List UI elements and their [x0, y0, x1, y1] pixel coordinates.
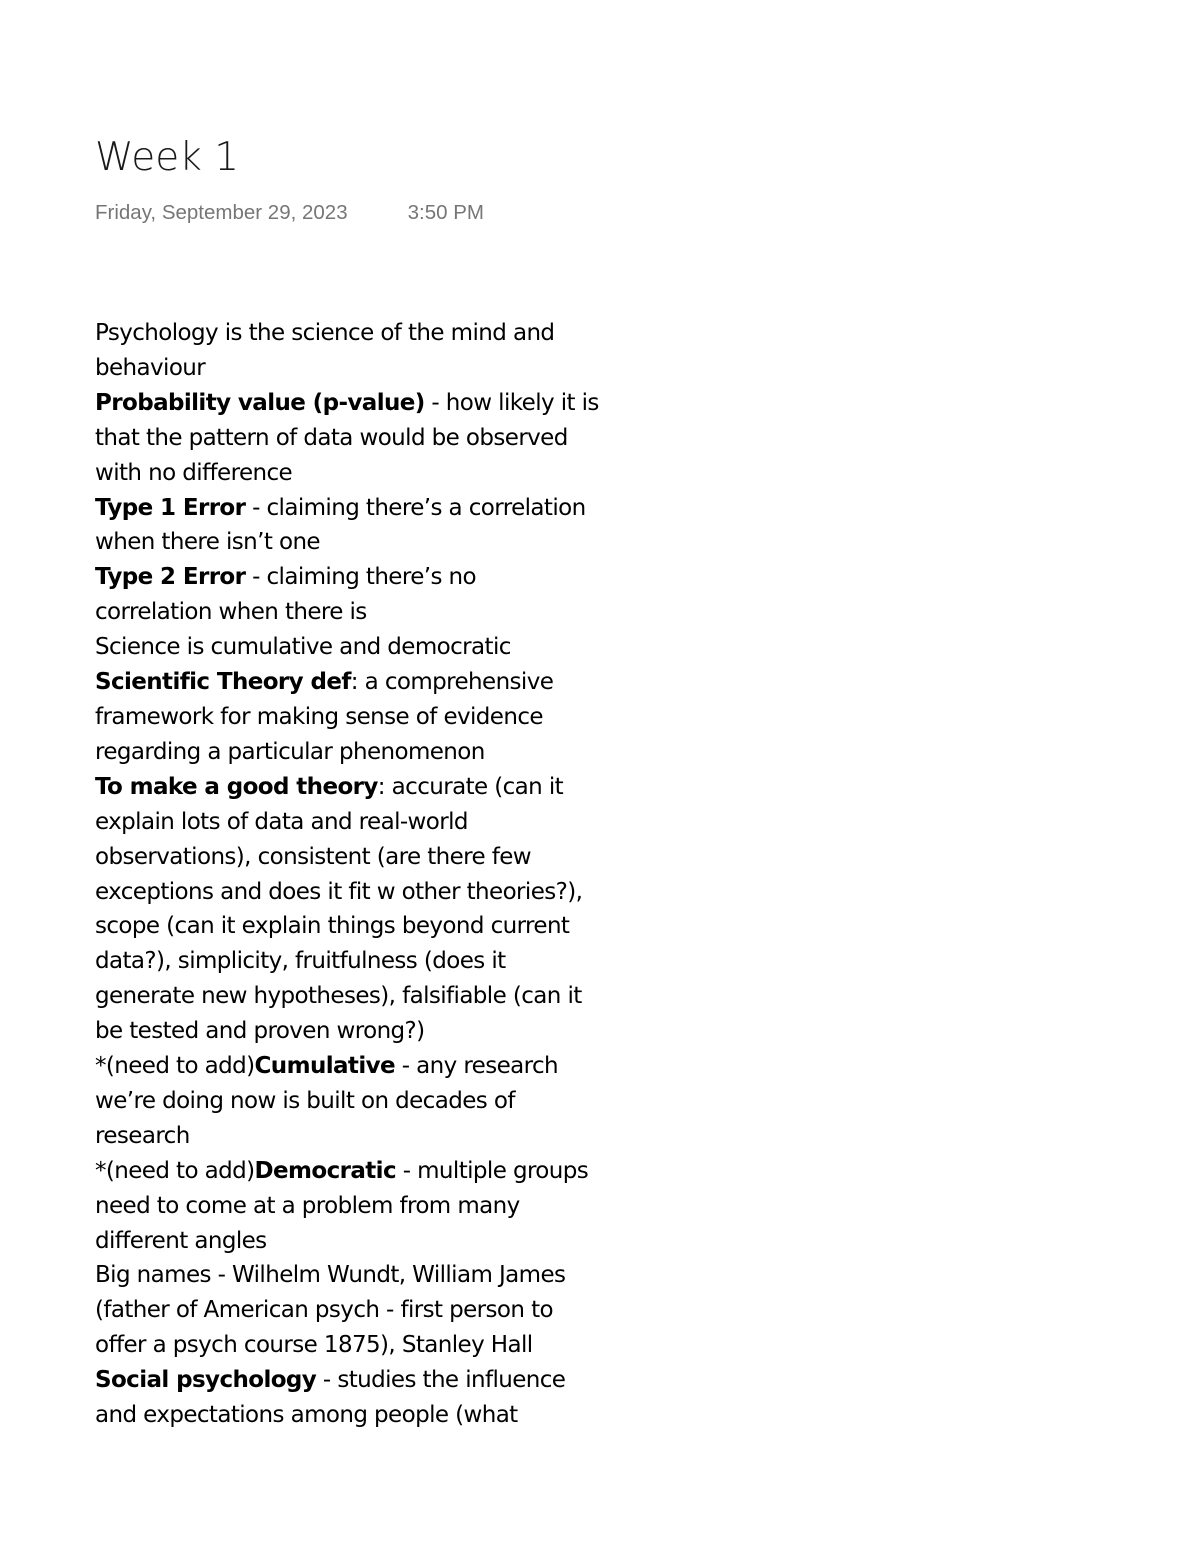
note-timestamp [95, 200, 484, 226]
term-label: To make a good theory [95, 773, 378, 800]
line-text: *(need to add) [95, 1053, 255, 1080]
line-text: Psychology is the science of the mind and [95, 320, 555, 346]
line-text: explain lots of data and real-world [95, 808, 468, 835]
line-text: : accurate (can it [377, 773, 564, 800]
note-line [95, 351, 695, 386]
line-text: - multiple groups [396, 1157, 589, 1184]
line-text: - any research [395, 1053, 559, 1080]
line-text: scope (can it explain things beyond current [95, 913, 570, 940]
line-text: that the pattern of data would be observed [95, 424, 568, 451]
note-time: 3:50 PM [407, 201, 484, 224]
note-line [95, 1328, 695, 1363]
note-line [95, 665, 695, 700]
term-label: Type 1 Error [95, 494, 246, 521]
note-line [95, 944, 695, 979]
note-line [95, 316, 695, 351]
line-text: research [95, 1122, 190, 1149]
line-text: framework for making sense of evidence [95, 703, 543, 730]
term-label: Scientific Theory def [95, 669, 351, 696]
term-label: Probability value (p-value) [95, 389, 425, 416]
note-line [95, 1398, 695, 1433]
note-line [95, 456, 695, 491]
note-line [95, 909, 695, 944]
note-body [95, 316, 695, 1433]
note-line [95, 560, 695, 595]
note-line [95, 700, 695, 735]
line-text: different angles [95, 1227, 267, 1254]
note-line [95, 595, 695, 630]
line-text: offer a psych course 1875), Stanley Hall [95, 1332, 533, 1359]
line-text: - how likely it is [424, 389, 599, 416]
note-line [95, 979, 695, 1014]
note-date: Friday, September 29, 2023 [95, 201, 348, 224]
note-line [95, 1258, 695, 1293]
line-text: with no difference [95, 459, 293, 486]
line-text: need to come at a problem from many [95, 1192, 520, 1219]
line-text: correlation when there is [95, 599, 367, 626]
line-text: data?), simplicity, fruitfulness (does it [95, 948, 506, 975]
line-text: (father of American psych - first person to [95, 1297, 553, 1324]
note-line [95, 525, 695, 560]
note-line [95, 1014, 695, 1049]
term-label: Democratic [254, 1157, 396, 1184]
note-line [95, 1224, 695, 1259]
note-line [95, 1293, 695, 1328]
note-line [95, 1049, 695, 1084]
term-label: Social psychology [95, 1367, 317, 1394]
line-text: - studies the influence [316, 1367, 566, 1394]
line-text: observations), consistent (are there few [95, 843, 532, 870]
note-line [95, 735, 695, 770]
note-line [95, 840, 695, 875]
note-line [95, 805, 695, 840]
line-text: : a comprehensive [350, 669, 554, 696]
note-line [95, 421, 695, 456]
line-text: - claiming there’s no [245, 564, 476, 591]
line-text: behaviour [95, 354, 206, 381]
note-line [95, 1363, 695, 1398]
line-text: we’re doing now is built on decades of [95, 1087, 515, 1114]
line-text: *(need to add) [95, 1157, 255, 1184]
line-text: regarding a particular phenomenon [95, 738, 485, 765]
term-label: Type 2 Error [95, 564, 246, 591]
line-text: - claiming there’s a correlation [245, 494, 586, 521]
note-line [95, 770, 695, 805]
note-line [95, 491, 695, 526]
note-line [95, 875, 695, 910]
term-label: Cumulative [254, 1053, 395, 1080]
note-line [95, 1189, 695, 1224]
line-text: when there isn’t one [95, 529, 320, 556]
line-text: Science is cumulative and democratic [95, 634, 511, 661]
note-line [95, 386, 695, 421]
line-text: exceptions and does it fit w other theories?), [95, 878, 583, 905]
line-text: be tested and proven wrong?) [95, 1018, 425, 1045]
page-title: Week 1 [95, 135, 240, 180]
note-line [95, 1084, 695, 1119]
note-line [95, 1119, 695, 1154]
note-line [95, 630, 695, 665]
line-text: generate new hypotheses), falsifiable (can it [95, 983, 582, 1010]
line-text: Big names - Wilhelm Wundt, William James [95, 1262, 566, 1289]
line-text: and expectations among people (what [95, 1402, 518, 1429]
note-line [95, 1154, 695, 1189]
